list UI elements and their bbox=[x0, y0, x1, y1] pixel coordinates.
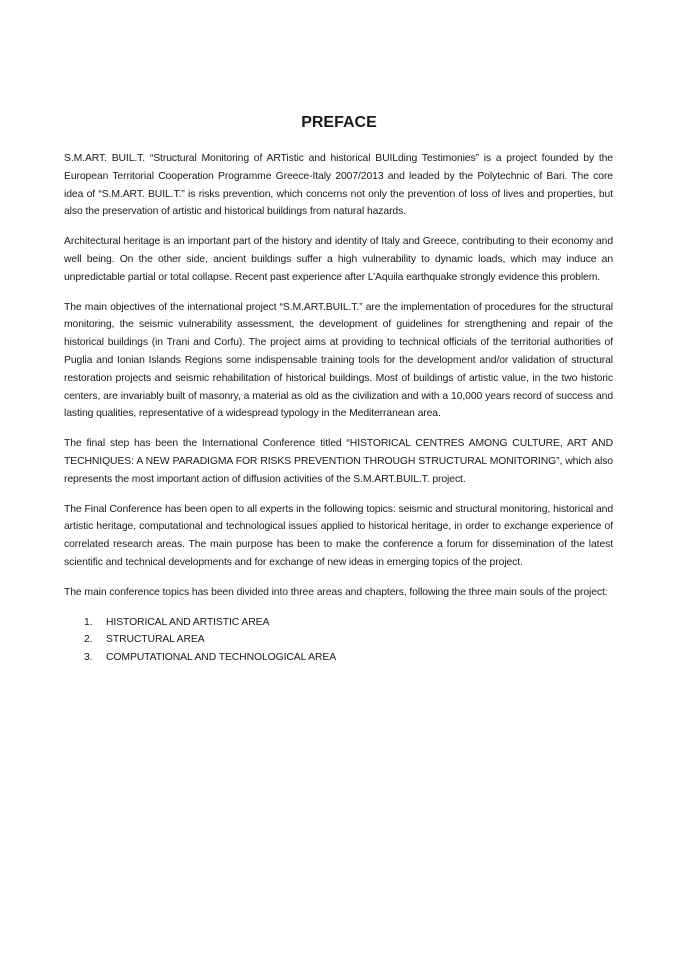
list-item bbox=[64, 631, 613, 649]
paragraph-final-conference: The Final Conference has been open to all experts in the following topics: seismic and structural monitoring, historical and artistic heritage, computational and technological issues applied to historical heritage, in order to exchange experience of correlated research areas. The main purpose has been to make the conference a forum for dissemination of the latest scientific and technical developments and for exchange of new ideas in emerging topics of the project. bbox=[64, 503, 613, 568]
list-item-number: 2. bbox=[84, 634, 93, 646]
document-body bbox=[64, 150, 613, 667]
page-title: PREFACE bbox=[301, 114, 377, 131]
paragraph-topics: The main conference topics has been divided into three areas and chapters, following the three main souls of the project: bbox=[64, 586, 608, 598]
list-item-number: 1. bbox=[84, 616, 93, 628]
paragraph-objectives: The main objectives of the international project “S.M.ART.BUIL.T.” are the implementation of procedures for the structural monitoring, the seismic vulnerability assessment, the development of guidelines for strengthening and repair of the historical buildings (in Trani and Corfu). The project aims at providing to technical officials of the territorial authorities of Puglia and Ionian Islands Regions some indispensable training tools for the development and/or validation of structural restoration projects and seismic rehabilitation of historical buildings. Most of buildings of artistic value, in the two historic centers, are invariably built of masonry, a material as old as the civilization and with a 10,000 years record of success and lasting qualities, representative of a widespread typology in the Mediterranean area. bbox=[64, 301, 613, 420]
topic-list bbox=[64, 614, 613, 667]
list-item bbox=[64, 614, 613, 632]
paragraph-conference: The final step has been the International Conference titled “HISTORICAL CENTRES AMONG CULTURE, ART AND TECHNIQUES: A NEW PARADIGMA FOR RISKS PREVENTION THROUGH STRUCTURAL MONITORING”, which also represents the most important action of diffusion activities of the S.M.ART.BUIL.T. project. bbox=[64, 438, 613, 485]
paragraph-intro: S.M.ART. BUIL.T. “Structural Monitoring of ARTistic and historical BUILding Testimonies” is a project founded by the European Territorial Cooperation Programme Greece-Italy 2007/2013 and leaded by the Polytechnic of Bari. The core idea of “S.M.ART. BUIL.T.” is risks prevention, which concerns not only the prevention of loss of lives and properties, but also the preservation of artistic and historical buildings from natural hazards. bbox=[64, 153, 613, 218]
list-item-text: HISTORICAL AND ARTISTIC AREA bbox=[106, 616, 270, 628]
list-item-text: COMPUTATIONAL AND TECHNOLOGICAL AREA bbox=[106, 652, 337, 664]
list-item bbox=[64, 649, 613, 667]
list-item-number: 3. bbox=[84, 652, 93, 664]
list-item-text: STRUCTURAL AREA bbox=[106, 634, 205, 646]
paragraph-heritage: Architectural heritage is an important part of the history and identity of Italy and Greece, contributing to their economy and well being. On the other side, ancient buildings suffer a high vulnerability to dynamic loads, which may induce an unpredictable partial or total collapse. Recent past experience after L’Aquila earthquake strongly evidence this problem. bbox=[64, 236, 613, 283]
